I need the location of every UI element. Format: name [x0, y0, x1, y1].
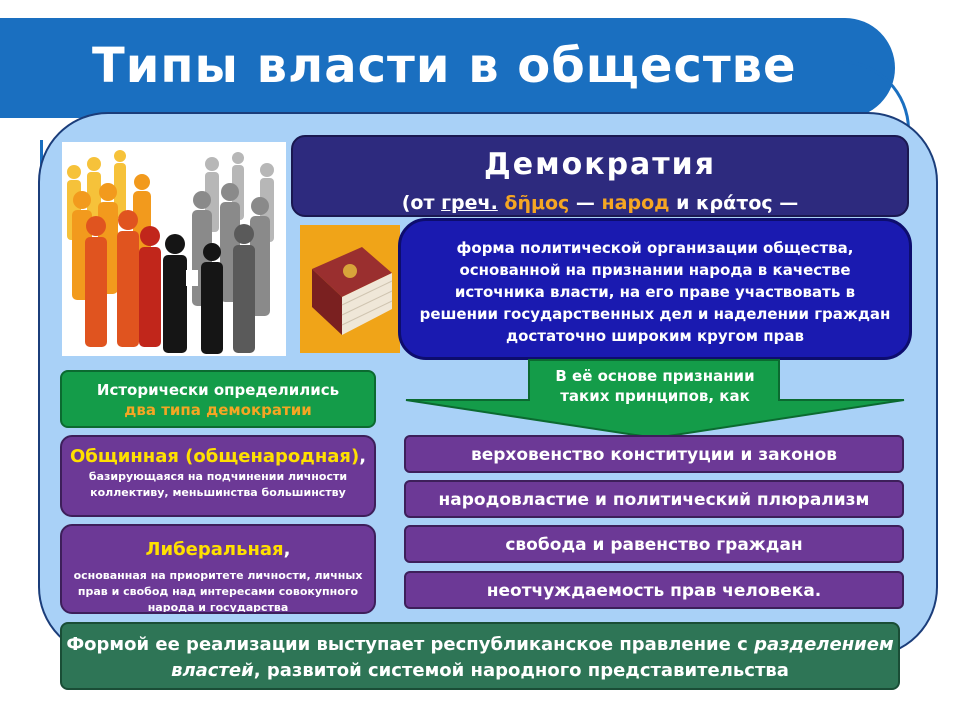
- etymology-word-demos: δῆμος: [504, 192, 570, 214]
- principle-item: неотчуждаемость прав человека.: [404, 571, 904, 609]
- democracy-etymology: [293, 192, 907, 214]
- type-liberal-comma: ,: [283, 539, 291, 560]
- type-liberal-box: [60, 524, 376, 614]
- principle-item: верховенство конституции и законов: [404, 435, 904, 473]
- historical-types-box: [60, 370, 376, 428]
- type-liberal-name-line: [62, 538, 374, 562]
- democracy-title: Демократия: [484, 147, 716, 182]
- type-communal-description: базирующаяся на подчинении личности коллективу, меньшинства большинству: [88, 470, 348, 499]
- republic-text-part2: , развитой системой народного представительства: [253, 660, 789, 681]
- historical-line: Исторически определились: [96, 381, 340, 399]
- historical-highlight: два типа демократии: [124, 401, 312, 419]
- page-title: Типы власти в обществе: [92, 38, 797, 94]
- crowd-illustration: [62, 142, 286, 356]
- type-communal-box: [60, 435, 376, 517]
- constitution-book-image: [300, 225, 400, 353]
- etymology-from: (от: [401, 192, 442, 214]
- etymology-and: и: [669, 192, 697, 214]
- etymology-dash: —: [569, 192, 602, 214]
- type-liberal-description: основанная на приоритете личности, личных прав и свобод над интересами совокупного народа и государства: [73, 569, 363, 614]
- democracy-heading-box: [291, 135, 909, 217]
- principle-item: народовластие и политический плюрализм: [404, 480, 904, 518]
- republic-text-italic: разделением властей: [171, 634, 894, 681]
- principles-intro: В её основе признании таких принципов, как: [555, 367, 755, 405]
- definition-box: форма политической организации общества, основанной на признании народа в качестве источника власти, на его праве участвовать в решении государственных дел и наделении граждан достаточно широким кругом прав: [398, 218, 912, 360]
- principles-arrow: [404, 358, 906, 440]
- etymology-word-kratos: κράτος: [696, 192, 773, 214]
- etymology-greek-label: греч.: [441, 192, 498, 214]
- type-communal-name-line: [62, 445, 374, 469]
- etymology-dash-2: —: [772, 192, 799, 214]
- type-liberal-name: Либеральная: [145, 539, 284, 560]
- republic-form-box: [60, 622, 900, 690]
- type-communal-comma: ,: [359, 446, 367, 467]
- republic-text-part1: Формой ее реализации выступает республиканское правление с: [66, 634, 755, 655]
- principle-item: свобода и равенство граждан: [404, 525, 904, 563]
- etymology-meaning-people: народ: [601, 192, 670, 214]
- type-communal-name: Общинная (общенародная): [69, 446, 360, 467]
